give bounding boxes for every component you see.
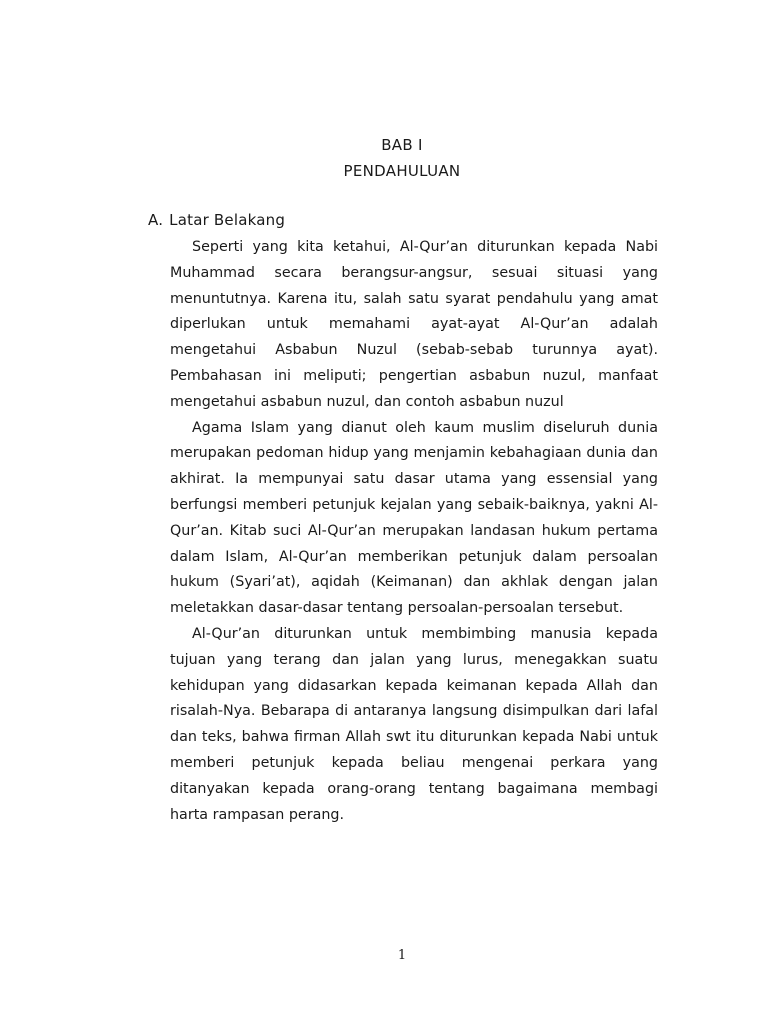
section-heading-text: Latar Belakang [169,211,286,229]
chapter-title: PENDAHULUAN [343,162,461,180]
body-text [170,235,658,828]
paragraph-2: Agama Islam yang dianut oleh kaum muslim diseluruh dunia merupakan pedoman hidup yang menjamin kebahagiaan dunia dan akhirat. Ia mempunyai satu dasar utama yang essensial yang berfungsi memberi petunjuk kejalan yang sebaik-baiknya, yakni Al-Qur’an. Kitab suci Al-Qur’an merupakan landasan hukum pertama dalam Islam, Al-Qur’an memberikan petunjuk dalam persoalan hukum (Syari’at), aqidah (Keimanan) dan akhlak dengan jalan meletakkan dasar-dasar tentang persoalan-persoalan tersebut. [170,419,658,617]
section-marker: A. [148,211,164,229]
section-heading [148,211,285,229]
page-number: 1 [397,948,407,963]
paragraph-3: Al-Qur’an diturunkan untuk membimbing manusia kepada tujuan yang terang dan jalan yang lurus, menegakkan suatu kehidupan yang didasarkan kepada keimanan kepada Allah dan risalah-Nya. Bebarapa di antaranya langsung disimpulkan dari lafal dan teks, bahwa firman Allah swt itu diturunkan kepada Nabi untuk memberi petunjuk kepada beliau mengenai perkara yang ditanyakan kepada orang-orang tentang bagaimana membagi harta rampasan perang. [170,625,658,823]
paragraph-1: Seperti yang kita ketahui, Al-Qur’an diturunkan kepada Nabi Muhammad secara berangsur-angsur, sesuai situasi yang menuntutnya. Karena itu, salah satu syarat pendahulu yang amat diperlukan untuk memahami ayat-ayat Al-Qur’an adalah mengetahui Asbabun Nuzul (sebab-sebab turunnya ayat). Pembahasan ini meliputi; pengertian asbabun nuzul, manfaat mengetahui asbabun nuzul, dan contoh asbabun nuzul [170,239,658,410]
chapter-number: BAB I [381,136,423,154]
